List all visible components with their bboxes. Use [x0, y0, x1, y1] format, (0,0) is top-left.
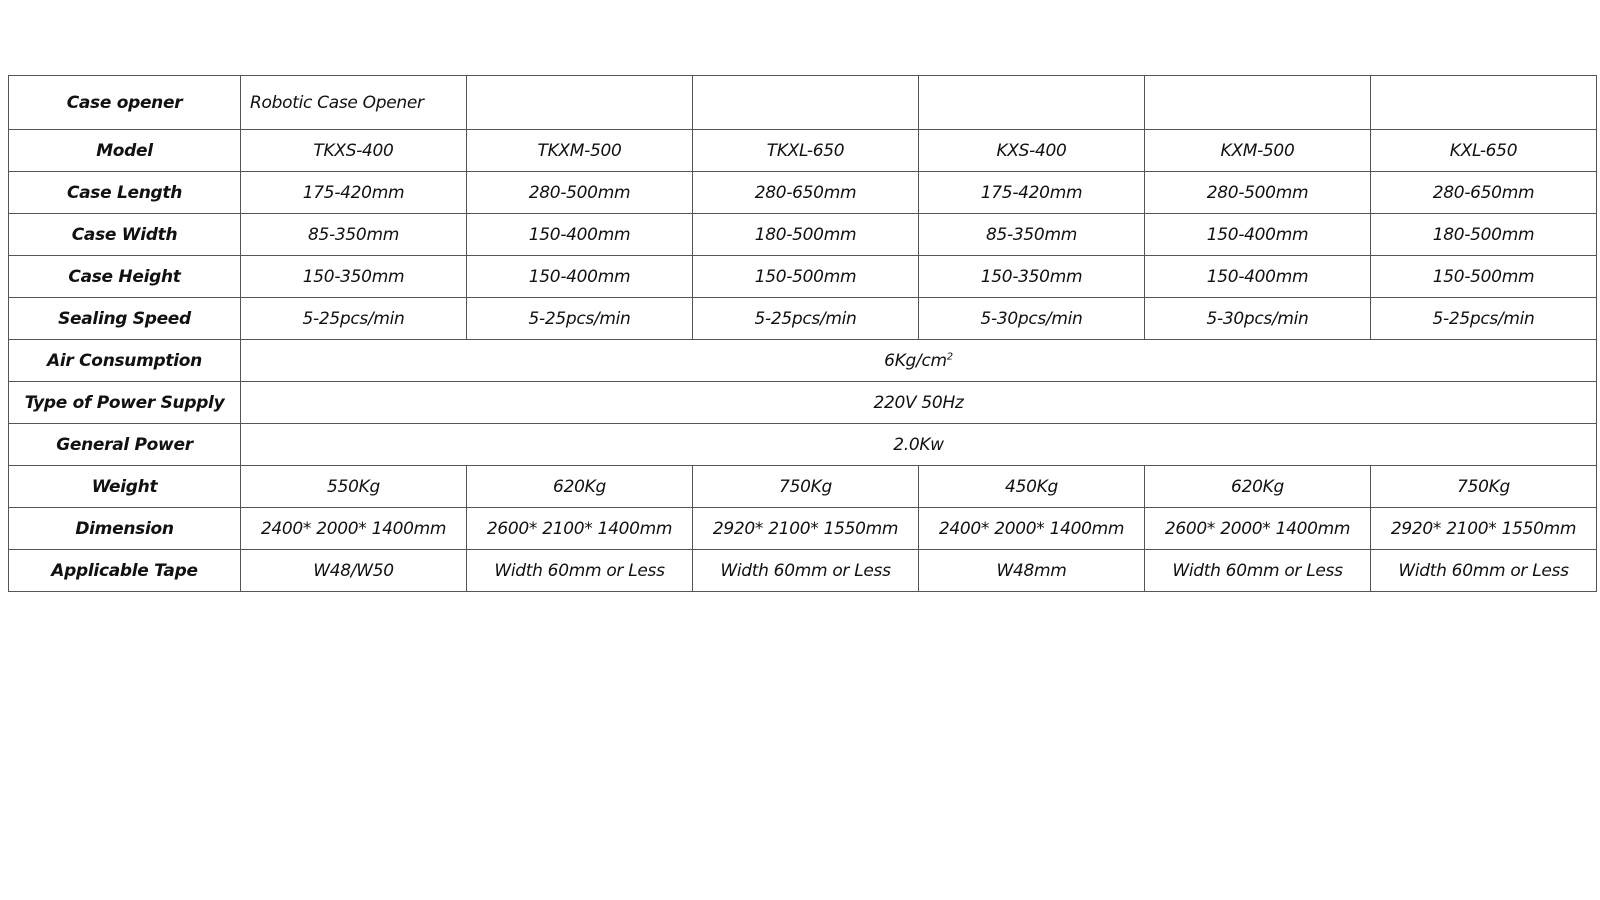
row-label: Case opener [9, 76, 241, 130]
table-cell: TKXS-400 [241, 130, 467, 172]
empty-cell [1145, 76, 1371, 130]
table-cell: 2920* 2100* 1550mm [693, 508, 919, 550]
table-cell: 5-25pcs/min [1371, 298, 1597, 340]
table-cell: 2600* 2000* 1400mm [1145, 508, 1371, 550]
air-consumption-text: 6Kg/cm [884, 350, 947, 371]
table-cell: TKXL-650 [693, 130, 919, 172]
row-label: Model [9, 130, 241, 172]
row-case-opener [9, 76, 1597, 130]
case-opener-value: Robotic Case Opener [241, 76, 467, 130]
table-cell: Width 60mm or Less [1145, 550, 1371, 592]
table-cell: 2920* 2100* 1550mm [1371, 508, 1597, 550]
row-label: Case Height [9, 256, 241, 298]
table-cell: 5-25pcs/min [693, 298, 919, 340]
table-cell: 85-350mm [919, 214, 1145, 256]
table-cell: 150-400mm [467, 214, 693, 256]
table-cell: 2400* 2000* 1400mm [241, 508, 467, 550]
table-cell: 150-350mm [241, 256, 467, 298]
table-cell: KXM-500 [1145, 130, 1371, 172]
row-case-width [9, 214, 1597, 256]
spec-table [8, 75, 1597, 592]
table-cell: TKXM-500 [467, 130, 693, 172]
row-model [9, 130, 1597, 172]
table-cell: 280-500mm [467, 172, 693, 214]
empty-cell [467, 76, 693, 130]
table-cell: 180-500mm [1371, 214, 1597, 256]
table-cell: Width 60mm or Less [467, 550, 693, 592]
row-label: Case Width [9, 214, 241, 256]
row-case-length [9, 172, 1597, 214]
power-supply-value: 220V 50Hz [241, 382, 1597, 424]
table-cell: 5-30pcs/min [1145, 298, 1371, 340]
table-cell: 150-400mm [1145, 214, 1371, 256]
superscript: 2 [946, 350, 953, 362]
table-cell: 450Kg [919, 466, 1145, 508]
row-general-power [9, 424, 1597, 466]
table-cell: W48mm [919, 550, 1145, 592]
table-cell: 175-420mm [241, 172, 467, 214]
row-label: Sealing Speed [9, 298, 241, 340]
row-label: General Power [9, 424, 241, 466]
table-cell: 620Kg [467, 466, 693, 508]
row-label: Case Length [9, 172, 241, 214]
table-cell: 150-500mm [1371, 256, 1597, 298]
row-sealing-speed [9, 298, 1597, 340]
row-label: Air Consumption [9, 340, 241, 382]
table-cell: KXS-400 [919, 130, 1145, 172]
row-dimension [9, 508, 1597, 550]
table-cell: 175-420mm [919, 172, 1145, 214]
table-cell: 5-25pcs/min [241, 298, 467, 340]
table-cell: 150-400mm [1145, 256, 1371, 298]
row-applicable-tape [9, 550, 1597, 592]
table-cell: W48/W50 [241, 550, 467, 592]
table-cell: 5-30pcs/min [919, 298, 1145, 340]
row-label: Applicable Tape [9, 550, 241, 592]
table-cell: 750Kg [693, 466, 919, 508]
row-air-consumption [9, 340, 1597, 382]
table-cell: 280-650mm [1371, 172, 1597, 214]
table-cell: 180-500mm [693, 214, 919, 256]
table-cell: 150-400mm [467, 256, 693, 298]
table-cell: 550Kg [241, 466, 467, 508]
table-cell: KXL-650 [1371, 130, 1597, 172]
empty-cell [919, 76, 1145, 130]
table-cell: 5-25pcs/min [467, 298, 693, 340]
table-cell: 280-650mm [693, 172, 919, 214]
table-cell: 750Kg [1371, 466, 1597, 508]
table-cell: 150-350mm [919, 256, 1145, 298]
general-power-value: 2.0Kw [241, 424, 1597, 466]
table-cell: 620Kg [1145, 466, 1371, 508]
table-cell: 85-350mm [241, 214, 467, 256]
empty-cell [1371, 76, 1597, 130]
row-case-height [9, 256, 1597, 298]
row-label: Dimension [9, 508, 241, 550]
table-cell: 2400* 2000* 1400mm [919, 508, 1145, 550]
empty-cell [693, 76, 919, 130]
table-cell: Width 60mm or Less [693, 550, 919, 592]
table-cell: 2600* 2100* 1400mm [467, 508, 693, 550]
table-cell: 280-500mm [1145, 172, 1371, 214]
table-cell: Width 60mm or Less [1371, 550, 1597, 592]
row-label: Type of Power Supply [9, 382, 241, 424]
row-power-supply [9, 382, 1597, 424]
table-cell: 150-500mm [693, 256, 919, 298]
row-weight [9, 466, 1597, 508]
row-label: Weight [9, 466, 241, 508]
air-consumption-value [241, 340, 1597, 382]
